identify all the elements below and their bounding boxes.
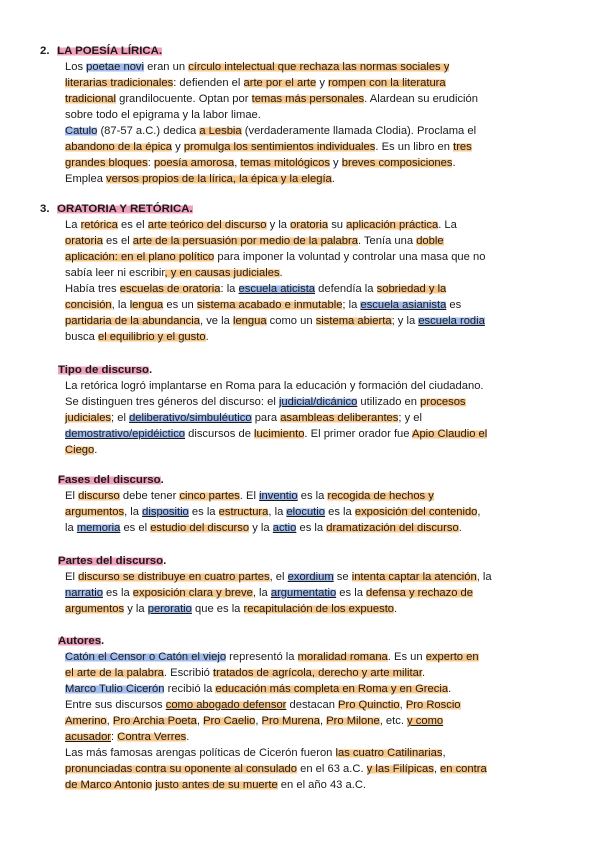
text-line — [65, 665, 425, 681]
text-span: , etc. — [379, 715, 408, 727]
subheading-tipo-discurso: Tipo de discurso. — [58, 364, 153, 376]
highlighted-text: lucimiento — [254, 428, 305, 440]
text-span: , — [255, 715, 262, 727]
text-span: . Tenía una — [357, 235, 417, 247]
section-number: 3. — [40, 203, 50, 215]
section-title: LA POESÍA LÍRICA. — [57, 45, 163, 57]
text-span: Entre sus discursos — [65, 699, 166, 711]
text-span: . El — [239, 490, 260, 502]
text-span: . Es un libro en — [375, 141, 454, 153]
highlighted-text: estudio del discurso — [150, 522, 250, 534]
text-span: . La — [438, 219, 457, 231]
highlighted-text: argumentos — [65, 603, 125, 615]
highlighted-text: y las Filípicas — [366, 763, 434, 775]
highlighted-text: versos propios de la lírica, la épica y la elegía — [106, 173, 332, 185]
highlighted-text: memoria — [76, 522, 121, 534]
highlighted-text: temas mitológicos — [240, 157, 330, 169]
highlighted-text: estructura — [218, 506, 269, 518]
text-line — [65, 233, 444, 249]
subheading-partes-discurso: Partes del discurso. — [58, 555, 167, 567]
text-line — [65, 249, 485, 265]
highlighted-text: las cuatro Catilinarias — [335, 747, 443, 759]
text-span: debe tener — [119, 490, 180, 502]
text-span: como un — [266, 315, 316, 327]
highlighted-text: Pro Archia Poeta — [112, 715, 197, 727]
text-span: se — [333, 571, 352, 583]
text-span: Las más famosas arengas políticas de Cicerón fueron — [65, 747, 336, 759]
text-span: . — [448, 683, 452, 695]
text-span: es la — [325, 506, 355, 518]
highlighted-text: círculo intelectual que rechaza las normas sociales y — [188, 61, 450, 73]
section-heading-oratoria-retorica — [40, 201, 193, 217]
highlighted-text: arte por el arte — [243, 77, 317, 89]
highlighted-text: de Marco Antonio — [65, 779, 153, 791]
text-line — [65, 761, 487, 777]
text-span: , — [319, 715, 327, 727]
highlighted-text: dramatización del discurso — [326, 522, 459, 534]
text-line — [65, 697, 461, 713]
text-span: (verdaderamente llamada Clodia). Proclama el — [241, 125, 477, 137]
text-span: . Es un — [387, 651, 426, 663]
text-span: en el 63 a.C. — [297, 763, 367, 775]
highlighted-text: discurso se distribuye en cuatro partes — [78, 571, 270, 583]
text-span: : la — [220, 283, 239, 295]
text-span: . — [186, 731, 190, 743]
highlighted-text: rompen con la literatura — [328, 77, 446, 89]
highlighted-text: escuelas de oratoria — [119, 283, 221, 295]
text-line — [65, 91, 478, 107]
highlighted-text: judicial/dicánico — [278, 396, 358, 408]
highlighted-text: y como — [407, 715, 444, 727]
text-span: y — [329, 157, 342, 169]
highlighted-text: oratoria — [290, 219, 329, 231]
highlighted-text: cinco partes — [179, 490, 240, 502]
text-span: . — [331, 173, 335, 185]
text-span: . El primer orador fue — [304, 428, 412, 440]
text-span: . — [94, 444, 98, 456]
text-span: . Escribió — [163, 667, 214, 679]
text-span: , la — [268, 506, 287, 518]
highlighted-text: como abogado defensor — [165, 699, 287, 711]
text-line — [65, 426, 487, 442]
text-line — [65, 488, 434, 504]
highlighted-text: inventio — [259, 490, 298, 502]
text-line — [65, 171, 335, 187]
section-title: ORATORIA Y RETÓRICA. — [57, 203, 193, 215]
text-line — [65, 313, 485, 329]
text-span: , la — [252, 587, 271, 599]
highlighted-text: aplicación práctica — [346, 219, 439, 231]
text-line — [65, 378, 484, 394]
highlighted-text: Pro Caelio — [203, 715, 256, 727]
highlighted-text: a Lesbia — [199, 125, 242, 137]
text-span: para imponer la voluntad y controlar una masa que no — [214, 251, 486, 263]
text-span: grandilocuente. Optan por — [116, 93, 252, 105]
text-span: . Alardean su erudición — [364, 93, 478, 105]
highlighted-text: argumentatio — [270, 587, 337, 599]
text-span: recibió la — [164, 683, 216, 695]
highlighted-text: escuela aticista — [238, 283, 316, 295]
highlighted-text: recapitulación de los expuesto — [243, 603, 395, 615]
text-span: : — [147, 157, 154, 169]
section-number: 2. — [40, 45, 50, 57]
text-line — [65, 520, 462, 536]
text-span: . — [394, 603, 398, 615]
highlighted-text: judiciales — [65, 412, 112, 424]
text-line — [65, 123, 476, 139]
highlighted-text: grandes bloques — [65, 157, 148, 169]
text-span: que es la — [191, 603, 244, 615]
highlighted-text: sistema abierta — [315, 315, 392, 327]
highlighted-text: promulga los sentimientos individuales — [183, 141, 376, 153]
text-line — [65, 745, 446, 761]
text-span: es un — [163, 299, 197, 311]
text-span: representó la — [226, 651, 298, 663]
highlighted-text: exposición del contenido — [354, 506, 478, 518]
text-span: . — [452, 157, 456, 169]
highlighted-text: , y en causas judiciales — [164, 267, 280, 279]
text-span: utilizado en — [357, 396, 421, 408]
text-span: es la — [297, 490, 328, 502]
highlighted-text: educación más completa en Roma y en Grecia — [215, 683, 449, 695]
text-span: El — [65, 571, 79, 583]
text-span: en el año 43 a.C. — [277, 779, 367, 791]
text-span: es la — [188, 506, 219, 518]
text-span: sabía leer ni escribir — [65, 267, 165, 279]
highlighted-text: abandono de la épica — [65, 141, 172, 153]
text-span: Se distinguen tres géneros del discurso: el — [65, 396, 279, 408]
text-span: Los — [65, 61, 87, 73]
text-span: y la — [124, 603, 148, 615]
highlighted-text: tres — [453, 141, 472, 153]
highlighted-text: poetae novi — [86, 61, 145, 73]
text-line — [65, 681, 451, 697]
text-line — [65, 59, 449, 75]
text-span: , la — [124, 506, 143, 518]
text-line — [65, 569, 492, 585]
text-span: ; la — [342, 299, 361, 311]
text-line — [65, 217, 457, 233]
text-span: . — [205, 331, 209, 343]
highlighted-text: exposición clara y breve — [132, 587, 253, 599]
highlighted-text: concisión — [65, 299, 112, 311]
text-line — [65, 777, 366, 793]
highlighted-text: en contra — [440, 763, 487, 775]
highlighted-text: poesía amorosa — [153, 157, 235, 169]
text-span: , — [106, 715, 113, 727]
text-line — [65, 410, 422, 426]
highlighted-text: procesos — [420, 396, 466, 408]
text-span: . — [279, 267, 283, 279]
highlighted-text: experto en — [425, 651, 479, 663]
highlighted-text: justo antes de su muerte — [155, 779, 278, 791]
highlighted-text: demostrativo/epidéictico — [65, 428, 186, 440]
highlighted-text: Catulo — [65, 125, 98, 137]
text-span: El — [65, 490, 79, 502]
text-span: . — [458, 522, 462, 534]
highlighted-text: partidaria de la abundancia — [65, 315, 200, 327]
highlighted-text: escuela asianista — [360, 299, 447, 311]
highlighted-text: retórica — [80, 219, 118, 231]
highlighted-text: exordium — [287, 571, 334, 583]
text-span: ; y el — [398, 412, 423, 424]
text-line — [65, 297, 461, 313]
text-span: , — [196, 715, 204, 727]
text-line — [65, 329, 209, 345]
text-span: La — [65, 219, 81, 231]
highlighted-text: oratoria — [65, 235, 103, 247]
text-span: , — [234, 157, 241, 169]
text-span: defendía la — [315, 283, 377, 295]
highlighted-text: el arte de la palabra — [65, 667, 164, 679]
text-line — [65, 585, 473, 601]
text-span: , — [433, 763, 441, 775]
highlighted-text: asambleas deliberantes — [280, 412, 399, 424]
subheading-autores: Autores. — [58, 635, 105, 647]
highlighted-text: tradicional — [65, 93, 116, 105]
text-line — [65, 139, 472, 155]
text-span: es la — [336, 587, 367, 599]
highlighted-text: sobriedad y la — [376, 283, 447, 295]
text-span: y la — [249, 522, 273, 534]
highlighted-text: Ciego — [65, 444, 95, 456]
highlighted-text: actio — [272, 522, 297, 534]
highlighted-text: elocutio — [286, 506, 325, 518]
text-span: es la — [102, 587, 133, 599]
text-line — [65, 75, 446, 91]
section-heading-poesia-lirica — [40, 43, 162, 59]
text-span: discursos de — [185, 428, 255, 440]
text-span: , el — [269, 571, 288, 583]
text-line — [65, 107, 261, 123]
text-span: , — [399, 699, 406, 711]
highlighted-text: temas más personales — [251, 93, 365, 105]
text-span: . — [421, 667, 426, 679]
text-line — [65, 394, 466, 410]
text-span: y — [172, 141, 184, 153]
highlighted-text: Pro Murena — [261, 715, 320, 727]
highlighted-text: Apio Claudio el — [412, 428, 488, 440]
highlighted-text: pronunciadas contra su oponente al consulado — [65, 763, 297, 775]
highlighted-text: aplicación: en el plano político — [65, 251, 215, 263]
highlighted-text: breves composiciones — [341, 157, 453, 169]
highlighted-text: Contra Verres — [117, 731, 187, 743]
text-line — [65, 281, 446, 297]
subheading-fases-discurso: Fases del discurso. — [58, 474, 164, 486]
text-span: Emplea — [65, 173, 107, 185]
text-span: eran un — [144, 61, 189, 73]
highlighted-text: dispositio — [142, 506, 189, 518]
highlighted-text: arte teórico del discurso — [147, 219, 267, 231]
text-span: (87-57 a.C.) dedica — [97, 125, 200, 137]
text-span: , — [442, 747, 446, 759]
highlighted-text: literarias tradicionales — [65, 77, 174, 89]
text-span: La retórica logró implantarse en Roma para la educación y formación del ciudadano. — [65, 380, 484, 392]
highlighted-text: doble — [416, 235, 444, 247]
highlighted-text: argumentos — [65, 506, 125, 518]
text-span: : — [111, 731, 118, 743]
text-span: para — [251, 412, 281, 424]
highlighted-text: arte de la persuasión por medio de la palabra — [132, 235, 358, 247]
text-line — [65, 713, 443, 729]
text-line — [65, 649, 479, 665]
text-line — [65, 265, 283, 281]
highlighted-text: Pro Quinctio — [338, 699, 400, 711]
highlighted-text: discurso — [78, 490, 120, 502]
highlighted-text: moralidad romana — [297, 651, 388, 663]
highlighted-text: sistema acabado e inmutable — [196, 299, 343, 311]
text-span: Había tres — [65, 283, 120, 295]
text-span: es — [446, 299, 462, 311]
highlighted-text: escuela rodia — [418, 315, 485, 327]
highlighted-text: Pro Milone — [326, 715, 380, 727]
highlighted-text: peroratio — [147, 603, 192, 615]
text-span: ; el — [111, 412, 130, 424]
text-line — [65, 442, 97, 458]
highlighted-text: Marco Tulio Cicerón — [65, 683, 165, 695]
text-span: ; y la — [391, 315, 419, 327]
text-line — [65, 729, 189, 745]
highlighted-text: acusador — [65, 731, 112, 743]
highlighted-text: intenta captar la atención — [351, 571, 477, 583]
text-line — [65, 601, 397, 617]
highlighted-text: lengua — [232, 315, 267, 327]
text-span: : defienden el — [173, 77, 244, 89]
highlighted-text: Catón el Censor o Catón el viejo — [65, 651, 227, 663]
highlighted-text: tratados de agrícola, derecho y arte militar — [213, 667, 422, 679]
text-span: busca — [65, 331, 98, 343]
text-span: sobre todo el epigrama y la labor limae. — [65, 109, 261, 121]
text-line — [65, 504, 481, 520]
highlighted-text: Amerino — [65, 715, 107, 727]
highlighted-text: lengua — [129, 299, 164, 311]
text-span: , — [477, 506, 481, 518]
text-span: y — [316, 77, 329, 89]
text-span: y la — [266, 219, 291, 231]
highlighted-text: recogida de hechos y — [327, 490, 434, 502]
text-span: , ve la — [199, 315, 233, 327]
highlighted-text: narratio — [65, 587, 103, 599]
highlighted-text: el equilibrio y el gusto — [97, 331, 206, 343]
highlighted-text: deliberativo/simbuléutico — [129, 412, 252, 424]
text-span: es el — [117, 219, 148, 231]
text-span: es el — [102, 235, 133, 247]
highlighted-text: Pro Roscio — [405, 699, 461, 711]
text-span: destacan — [286, 699, 339, 711]
text-line — [65, 155, 456, 171]
text-span: , la — [476, 571, 492, 583]
text-span: la — [65, 522, 77, 534]
text-span: es la — [296, 522, 327, 534]
highlighted-text: defensa y rechazo de — [366, 587, 474, 599]
text-span: es el — [120, 522, 151, 534]
text-span: , la — [111, 299, 130, 311]
text-span: su — [328, 219, 347, 231]
